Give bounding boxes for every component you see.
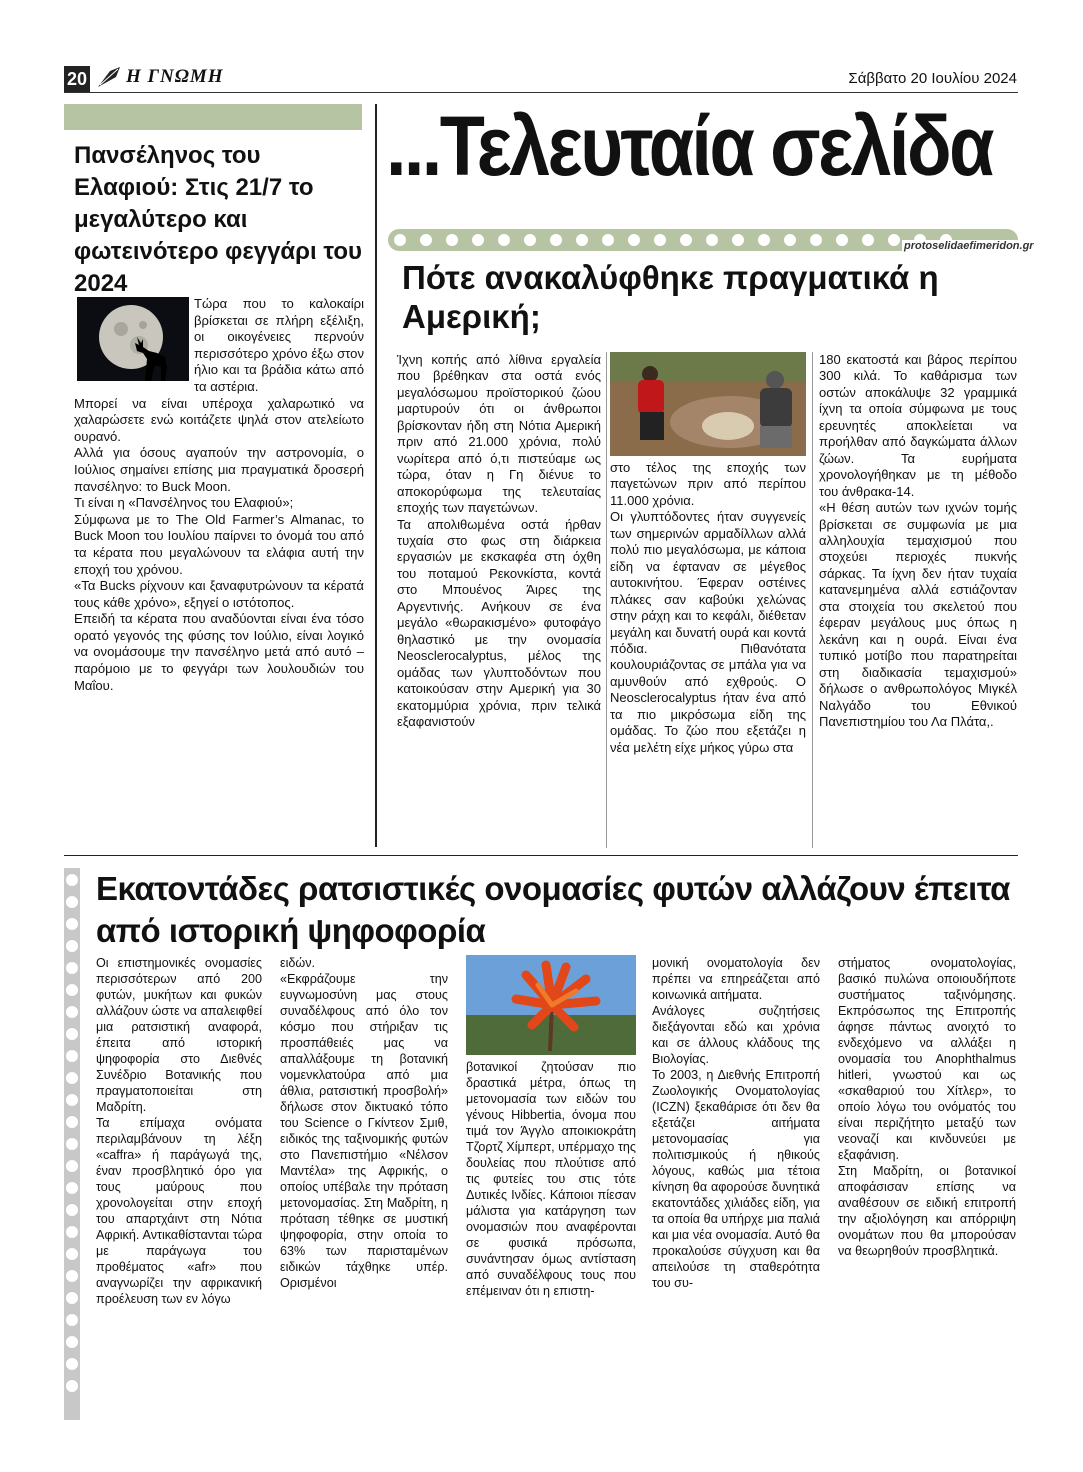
plants-col-5	[838, 955, 1016, 1259]
paragraph: Ανάλογες συζητήσεις διεξάγονται εδώ και χρόνια και σε άλλους κλάδους της Βιολογίας.	[652, 1004, 820, 1066]
column-rule	[606, 352, 607, 848]
excavation-photo	[610, 352, 806, 456]
paragraph: Οι γλυπτόδοντες ήταν συγγενείς των σημερινών αρμαδίλλων αλλά πολύ πιο μεγαλόσωμα, με κάποια είδη να έφταναν σε μέγεθος αυτοκινήτου. Έφεραν οστέινες πλάκες σαν καβούκι χελώνας στην ράχη και το κεφάλι, διέθεταν μεγάλη και δυνατή ουρά και κοντά πόδια. Πιθανότατα κουλουριάζοντας σε μπάλα για να αμυνθούν από εχθρούς. Ο Neosclerocalyptus ήταν ένα από τα πιο μικρόσωμα είδη της ομάδας. Το ζώο που εξετάζει η νέα μελέτη είχε μήκος γύρω στα	[610, 509, 806, 755]
page-number: 20	[64, 66, 90, 92]
paragraph: Τα επίμαχα ονόματα περιλαμβάνουν τη λέξη «caffra» ή παράγωγά της, έναν προσβλητικό όρο για τους μαύρους που χρονολογείται στην εποχή του απαρτχάιντ στη Νότια Αφρική. Αντικαθίστανται τώρα με παράγωγα του προθέματος «afr» που αναγνωρίζει την αφρικανική προέλευση των εν λόγω	[96, 1116, 262, 1306]
paragraph: Στη Μαδρίτη, οι βοτανικοί αποφάσισαν επίσης να αναθέσουν σε ειδική επιτροπή την αξιολόγηση και απόρριψη ονομάτων που θα μπορούσαν να θεωρηθούν προσβλητικά.	[838, 1164, 1016, 1258]
paragraph: Μπορεί να είναι υπέροχα χαλαρωτικό να χαλαρώσετε ενώ κοιτάζετε ψηλά στον ατελείωτο ουρανό.	[74, 395, 364, 444]
plants-col-4	[652, 955, 820, 1291]
publication-logo	[96, 65, 224, 89]
column-divider	[375, 104, 377, 847]
plants-col-1	[96, 955, 262, 1307]
paragraph: «Τα Bucks ρίχνουν και ξαναφυτρώνουν τα κέρατά τους κάθε χρόνο», εξηγεί ο ιστότοπος.	[74, 578, 364, 610]
paragraph: Οι επιστημονικές ονομασίες περισσότερων από 200 φυτών, μυκήτων και φυκών αλλάζουν ώστε να απαλειφθεί μια ρατσιστική αναφορά, έπειτα από ιστορική ψηφοφορία στο Διεθνές Συνέδριο Βοτανικής που πραγματοποιείται στη Μαδρίτη.	[96, 956, 262, 1114]
paragraph: μονική ονοματολογία δεν πρέπει να επηρεάζεται από κοινωνικά αιτήματα.	[652, 956, 820, 1002]
america-col-3	[819, 352, 1017, 730]
issue-date: Σάββατο 20 Ιουλίου 2024	[848, 70, 1017, 87]
america-col-2	[610, 460, 806, 756]
left-header-bar	[64, 104, 362, 130]
paragraph: Αλλά για όσους αγαπούν την αστρονομία, ο Ιούλιος σημαίνει επίσης μια πραγματικά δροσερή πανσέληνο: το Buck Moon.	[74, 445, 364, 494]
pen-icon	[96, 65, 124, 89]
moon-deer-photo	[77, 297, 189, 381]
plants-col-2	[280, 955, 448, 1291]
paragraph: Τα απολιθωμένα οστά ήρθαν τυχαία στο φως στη διάρκεια εργασιών με εκσκαφέα στη όχθη του ποταμού Ρεκονκίστα, κοντά στο Μπουένος Άιρες της Αργεντινής. Ανήκουν σε ένα μεγάλο «θωρακισμένο» φυτοφάγο θηλαστικό με την ονομασία Neosclerocalyptus, μέλος της ομάδας των γλυπτοδόντων που κατοικούσαν στην Αμερική για 30 εκατομμύρια χρόνια, πριν τελικά εξαφανιστούν	[397, 516, 601, 729]
strip-dots	[66, 874, 78, 1392]
paragraph: ειδών.	[280, 956, 316, 970]
paragraph: Ίχνη κοπής από λίθινα εργαλεία που βρέθηκαν στα οστά ενός μεγαλόσωμου προϊστορικού ζώου μαρτυρούν ότι οι άνθρωποι βρίσκονταν ήδη στη Νότια Αμερική πριν από 21.000 χρόνια, πολύ νωρίτερα από ό,τι πιστεύαμε ως τώρα, όταν η Γη διένυε το αποκορύφωμα της τελευταίας εποχής των παγετώνων.	[397, 352, 601, 516]
plants-col-3	[466, 1059, 636, 1299]
section-rule	[64, 855, 1018, 856]
paragraph: στο τέλος της εποχής των παγετώνων πριν από περίπου 11.000 χρόνια.	[610, 460, 806, 508]
column-rule	[812, 352, 813, 848]
moon-article-title: Πανσέληνος του Ελαφιού: Στις 21/7 το μεγαλύτερο και φωτεινότερο φεγγάρι του 2024	[74, 142, 363, 297]
paragraph: 180 εκατοστά και βάρος περίπου 300 κιλά. Το καθάρισμα των οστών αποκάλυψε 32 γραμμικά ίχνη τα οποία σύμφωνα με τους ερευνητές αποκλείεται να προήλθαν από δαγκώματα άλλων ζώων. Τα ευρήματα χρονολογήθηκαν με τη μέθοδο του άνθρακα-14.	[819, 352, 1017, 499]
header-rule	[64, 92, 1018, 93]
plants-article-title: Εκατοντάδες ρατσιστικές ονομασίες φυτών αλλάζουν έπειτα από ιστορική ψηφοφορία	[96, 870, 1010, 949]
paragraph: «Εκφράζουμε την ευγνωμοσύνη μας στους συναδέλφους από όλο τον κόσμο που στήριξαν τις προσπάθειές μας να απαλλάξουμε τη βοτανική νομενκλατούρα από μια άθλια, ρατσιστική προσβολή» δήλωσε στον δικτυακό τόπο του Science ο Γκίντεον Σμιθ, ειδικός της ταξινομικής φυτών στο Πανεπιστήμιο «Νέλσον Μαντέλα» της Αφρικής, ο οποίος υπέβαλε την πρόταση μετονομασίας. Στη Μαδρίτη, η πρόταση τέθηκε σε μυστική ψηφοφορία, στην οποία το 63% των παρισταμένων ειδικών τάχθηκε υπέρ. Ορισμένοι	[280, 972, 448, 1290]
paragraph: στήματος ονοματολογίας, βασικό πυλώνα οποιουδήποτε συστήματος ταξινόμησης. Εκπρόσωπος της Επιτροπής άφησε πάντως ανοιχτό το ενδεχόμενο να αλλάξει η ονομασία του Anophthalmus hitleri, γνωστού και ως «σκαθαριού του Χίτλερ», το οποίο λόγω του ονόματός του είναι περιζήτητο μεταξύ των νεοναζί και κινδυνεύει με εξαφάνιση.	[838, 956, 1016, 1162]
source-site: protoselidaefimeridon.gr	[904, 240, 1034, 252]
paragraph: βοτανικοί ζητούσαν πιο δραστικά μέτρα, όπως τη μετονομασία των ειδών του γένους Hibbertia, όνομα που τιμά τον Άγγλο αποικιοκράτη Τζορτζ Χίμπερτ, υπέρμαχο της δουλείας που πλούτισε από τις φυτείες του στις τότε Δυτικές Ινδίες. Κάποιοι πίεσαν μάλιστα για κατάργηση των ονομασιών που αναφέρονται σε φυσικά πρόσωπα, συνάντησαν όμως αντίσταση από συναδέλφους τους που επέμειναν ότι η επιστη-	[466, 1060, 636, 1298]
decorative-dots	[394, 234, 952, 246]
paragraph: Τώρα που το καλοκαίρι βρίσκεται σε πλήρη εξέλιξη, οι οικογένειες περνούν περισσότερο χρόνο έξω στον ήλιο και τα βράδια κάτω από τα αστέρια.	[194, 296, 364, 394]
flower-photo	[466, 955, 636, 1055]
paragraph: Επειδή τα κέρατα που αναδύονται είναι ένα τόσο ορατό γεγονός της φύσης τον Ιούλιο, είναι λογικό να ονομάσουμε την πανσέληνο μετά από αυτό – παρόμοιο με το φεγγάρι των λουλουδιών του Μαΐου.	[74, 611, 364, 693]
paragraph: Το 2003, η Διεθνής Επιτροπή Ζωολογικής Ονοματολογίας (ICZN) ξεκαθάρισε ότι δεν θα εξετάζει αιτήματα μετονομασίας για πολιτισμικούς ή ηθικούς λόγους, καθώς μια τέτοια κίνηση θα αφορούσε δυνητικά εκατοντάδες χιλιάδες είδη, για τα οποία θα υπήρχε μια παλιά και μια νέα ονομασία. Αυτό θα προκαλούσε σύγχυση και θα απειλούσε τη σταθερότητα του συ-	[652, 1068, 820, 1290]
paragraph: Σύμφωνα με το The Old Farmer’s Almanac, το Buck Moon του Ιουλίου παίρνει το όνομά του από τα κέρατα που μεγαλώνουν τα ελάφια αυτή την εποχή του χρόνου.	[74, 511, 364, 577]
publication-name: Η ΓΝΩΜΗ	[126, 66, 224, 87]
paragraph: Τι είναι η «Πανσέληνος του Ελαφιού»;	[74, 495, 294, 511]
america-article-title: Πότε ανακαλύφθηκε πραγματικά η Αμερική;	[402, 259, 939, 335]
paragraph: «Η θέση αυτών των ιχνών τομής βρίσκεται σε συμφωνία με μια αλληλουχία τεμαχισμού που στοχεύει περιοχές πυκνής σάρκας. Τα ίχνη δεν ήταν τυχαία κατανεμημένα αλλά εστιάζονταν στα στοιχεία του σκελετού που έφεραν μεγάλους μυς όπως η λεκάνη και η ουρά. Είναι ένα τυπικό μοτίβο που παρατηρείται στη διαδικασία τεμαχισμού» δήλωσε ο ανθρωπολόγος Μιγκέλ Ναλγάδο του Εθνικού Πανεπιστημίου του Λα Πλάτα,.	[819, 500, 1017, 729]
section-title: ...Τελευταία σελίδα	[386, 99, 992, 193]
america-col-1	[397, 352, 601, 730]
